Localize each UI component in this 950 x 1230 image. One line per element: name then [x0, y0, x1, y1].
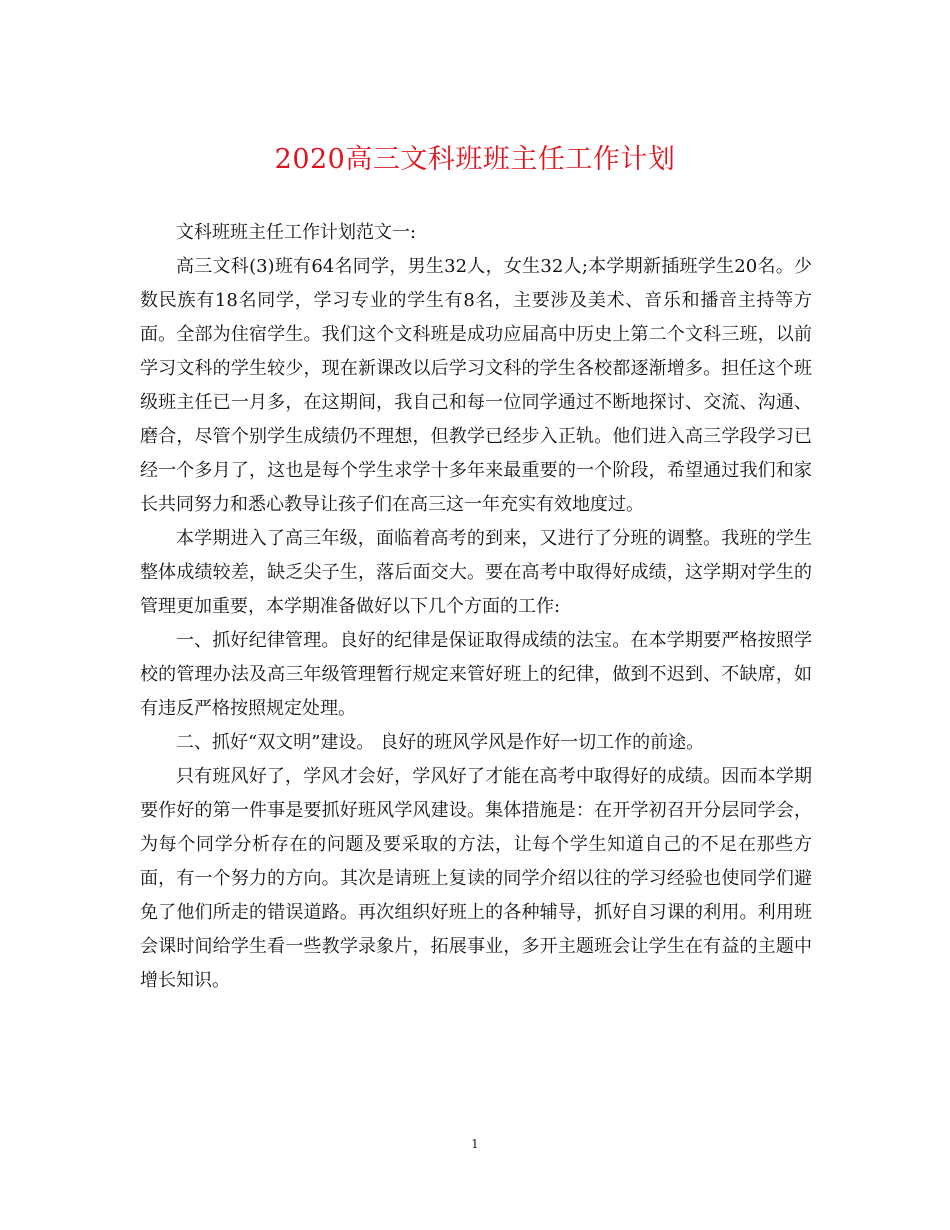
paragraph-semester-plan: 本学期进入了高三年级，面临着高考的到来，又进行了分班的调整。我班的学生整体成绩较差，缺乏尖子生，落后面交大。要在高考中取得好成绩，这学期对学生的管理更加重要，本学期准备做好以下几个方面的工作: — [140, 528, 812, 617]
paragraph-discipline: 一、抓好纪律管理。良好的纪律是保证取得成绩的法宝。在本学期要严格按照学校的管理办法及高三年级管理暂行规定来管好班上的纪律，做到不迟到、不缺席，如有违反严格按照规定处理。 — [140, 630, 812, 719]
paragraph-class-overview: 高三文科(3)班有64名同学，男生32人，女生32人;本学期新插班学生20名。少数民族有18名同学，学习专业的学生有8名，主要涉及美术、音乐和播音主持等方面。全部为住宿学生。我们这个文科班是成功应届高中历史上第二个文科三班，以前学习文科的学生较少，现在新课改以后学习文科的学生各校都逐渐增多。担任这个班级班主任已一月多，在这期间，我自己和每一位同学通过不断地探讨、交流、沟通、磨合，尽管个别学生成绩仍不理想，但教学已经步入正轨。他们进入高三学段学习已经一个多月了，这也是每个学生求学十多年来最重要的一个阶段，希望通过我们和家长共同努力和悉心教导让孩子们在高三这一年充实有效地度过。 — [140, 256, 812, 515]
page-number: 1 — [471, 1137, 479, 1151]
paragraph-class-style: 只有班风好了，学风才会好，学风好了才能在高考中取得好的成绩。因而本学期要作好的第一件事是要抓好班风学风建设。集体措施是：在开学初召开分层同学会，为每个同学分析存在的问题及要采取的方法，让每个学生知道自己的不足在那些方面，有一个努力的方向。其次是请班上复读的同学介绍以往的学习经验也使同学们避免了他们所走的错误道路。再次组织好班上的各种辅导，抓好自习课的利用。利用班会课时间给学生看一些教学录象片，拓展事业，多开主题班会让学生在有益的主题中增长知识。 — [140, 766, 812, 991]
paragraph-intro: 文科班班主任工作计划范文一: — [176, 222, 417, 243]
document-body — [140, 216, 812, 998]
page-title: 2020高三文科班班主任工作计划 — [274, 144, 676, 175]
paragraph-double-civilization: 二、抓好“双文明”建设。 良好的班风学风是作好一切工作的前途。 — [176, 732, 705, 753]
